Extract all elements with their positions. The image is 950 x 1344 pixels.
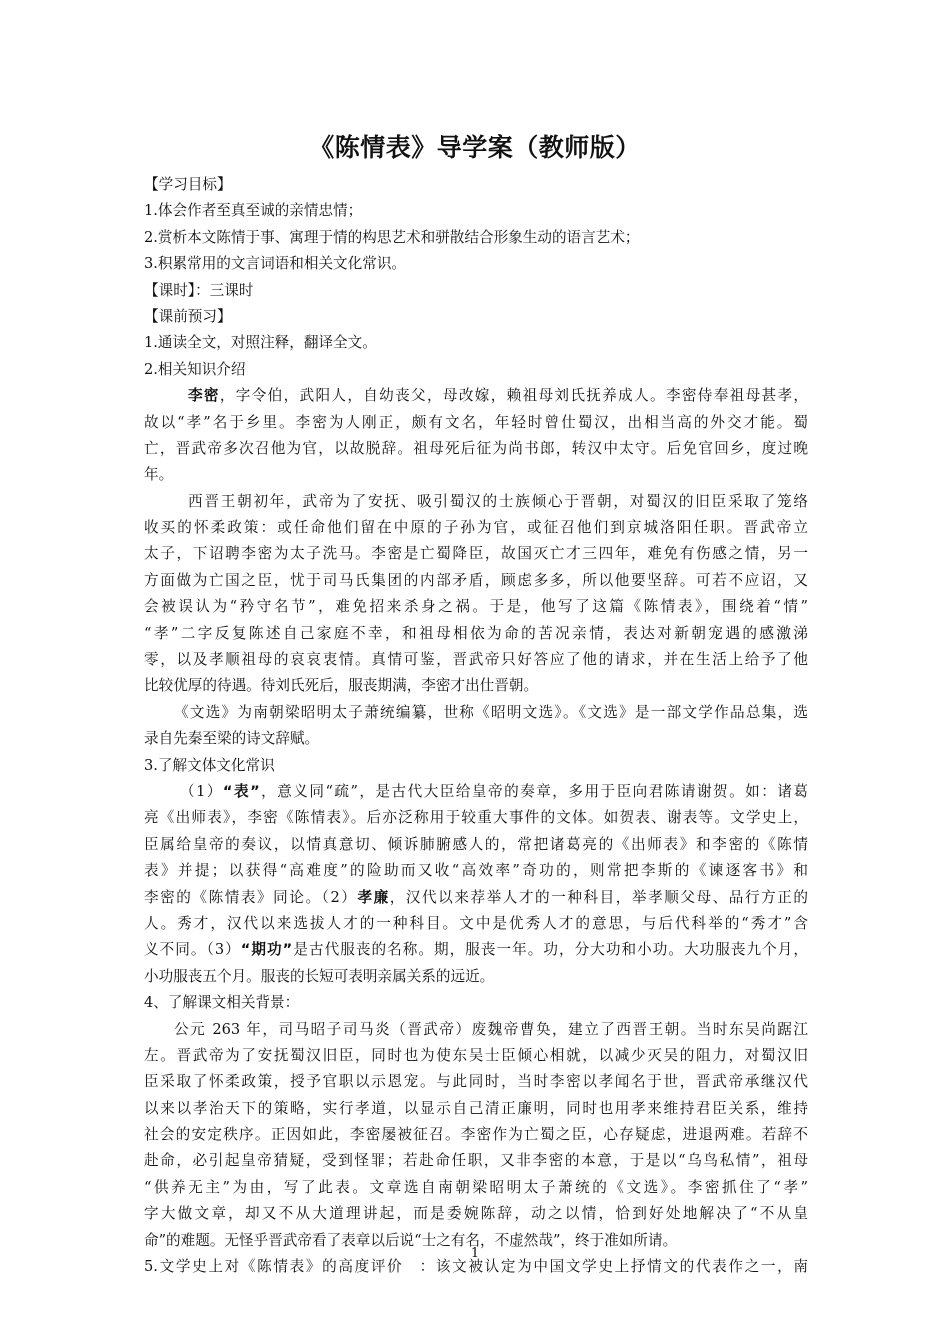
paragraph-line: 李密，字令伯，武阳人，自幼丧父，母改嫁，赖祖母刘氏抚养成人。李密侍奉祖母甚孝，	[188, 387, 808, 405]
paragraph-line: 录自先秦至梁的诗文辞赋。	[144, 730, 320, 748]
paragraph-line: 臣采取了怀柔政策，授予官职以示恩宠。与此同时，当时李密以孝闻名于世，晋武帝承继汉代	[144, 1073, 808, 1091]
preview-item: 1.通读全文，对照注释，翻译全文。	[144, 334, 377, 352]
paragraph-line: 社会的安定秩序。正因如此，李密屡被征召。李密作为亡蜀之臣，心存疑虑，进退两难。若辞不	[144, 1126, 808, 1144]
paragraph-line: 《文选》为南朝梁昭明太子萧统编纂，世称《昭明文选》。《文选》是一部文学作品总集，选	[174, 703, 808, 721]
paragraph-line: 左。晋武帝为了安抚蜀汉旧臣，同时也为使东吴士臣倾心相就，以减少灭吴的阻力，对蜀汉旧	[144, 1046, 808, 1064]
paragraph-line: 亡，晋武帝多次召他为官，以故脱辞。祖母死后征为尚书郎，转汉中太守。后免官回乡，度过晚	[144, 439, 808, 457]
paragraph-line: 以来以孝治天下的策略，实行孝道，以显示自己清正廉明，同时也用孝来维持君臣关系，维持	[144, 1099, 808, 1117]
paragraph-line: 太子，下诏聘李密为太子洗马。李密是亡蜀降臣，故国灭亡才三四年，难免有伤感之情，另一	[144, 545, 808, 563]
preview-item: 5.文学史上对《陈情表》的高度评价 ：该文被认定为中国文学史上抒情文的代表作之一，南	[144, 1258, 808, 1276]
paragraph-line: 年。	[144, 466, 174, 484]
section-heading-preview: 【课前预习】	[144, 307, 232, 325]
paragraph-line: 西晋王朝初年，武帝为了安抚、吸引蜀汉的士族倾心于晋朝，对蜀汉的旧臣采取了笼络	[188, 492, 808, 510]
objective-item: 3.积累常用的文言词语和相关文化常识。	[144, 255, 407, 273]
paragraph-line: 收买的怀柔政策：或任命他们留在中原的子孙为官，或征召他们到京城洛阳任职。晋武帝立	[144, 519, 808, 537]
paragraph-line: 会被误认为“矜守名节”，难免招来杀身之祸。于是，他写了这篇《陈情表》，围绕着“情”	[144, 598, 808, 616]
paragraph-line: 人。秀才，汉代以来选拔人才的一种科目。文中是优秀人才的意思，与后代科举的“秀才”含	[144, 914, 808, 932]
paragraph-line: 赴命，必引起皇帝猜疑，受到怪罪；若赴命任职，又非李密的本意，于是以“乌鸟私情”，祖母	[144, 1152, 808, 1170]
paragraph-line: 命”的难题。无怪乎晋武帝看了表章以后说“士之有名，不虚然哉”，终于准如所请。	[144, 1231, 678, 1249]
paragraph-line: “供养无主”为由，写了此表。文章选自南朝梁昭明太子萧统的《文选》。李密抓住了“孝”	[144, 1178, 808, 1196]
paragraph-line: （1）“表”，意义同“疏”，是古代大臣给皇帝的奏章，多用于臣向君陈请谢贺。如：诸葛	[180, 782, 808, 800]
preview-item: 3.了解文体文化常识	[144, 756, 275, 774]
objective-item: 2.赏析本文陈情于事、寓理于情的构思艺术和骈散结合形象生动的语言艺术；	[144, 228, 640, 246]
paragraph-line: 方面做为亡国之臣，忧于司马氏集团的内部矛盾，顾虑多多，所以他要坚辞。可若不应诏，又	[144, 571, 808, 589]
paragraph-line: 李密的《陈情表》同论。（2）孝廉，汉代以来荐举人才的一种科目，举孝顺父母、品行方正的	[144, 888, 808, 906]
paragraph-line: 小功服丧五个月。服丧的长短可表明亲属关系的远近。	[144, 967, 495, 985]
page-title: 《陈情表》导学案（教师版）	[309, 133, 641, 162]
paragraph-line: 公元 263 年，司马昭子司马炎（晋武帝）废魏帝曹奂，建立了西晋王朝。当时东吴尚踞江	[174, 1020, 808, 1038]
paragraph-line: 故以“孝”名于乡里。李密为人刚正，颇有文名，年轻时曾仕蜀汉，出相当高的外交才能。蜀	[144, 413, 808, 431]
paragraph-line: 义不同。（3）“期功”是古代服丧的名称。期，服丧一年。功，分大功和小功。大功服丧九个月，	[144, 941, 808, 959]
section-heading-hours: 【课时】：三课时	[144, 281, 254, 299]
paragraph-line: 亮《出师表》，李密《陈情表》。后亦泛称用于较重大事件的文体。如贺表、谢表等。文学史上，	[144, 809, 808, 827]
paragraph-line: “孝”二字反复陈述自己家庭不幸，和祖母相依为命的苦况亲情，表达对新朝宠遇的感激涕	[144, 624, 808, 642]
objective-item: 1.体会作者至真至诚的亲情忠情；	[144, 202, 363, 220]
paragraph-line: 零，以及孝顺祖母的哀哀衷情。真情可鉴，晋武帝只好答应了他的请求，并在生活上给予了他	[144, 651, 808, 669]
preview-item: 4、了解课文相关背景：	[144, 994, 300, 1012]
paragraph-line: 臣属给皇帝的奏议，以情真意切、倾诉肺腑感人的，常把诸葛亮的《出师表》和李密的《陈情	[144, 835, 808, 853]
paragraph-line: 比较优厚的待遇。待刘氏死后，服丧期满，李密才出仕晋朝。	[144, 677, 539, 695]
paragraph-line: 表》并提；以获得“高难度”的险助而又收“高效率”奇功的，则常把李斯的《谏逐客书》和	[144, 862, 808, 880]
preview-item: 2.相关知识介绍	[144, 360, 246, 378]
paragraph-line: 字大做文章，却又不从大道理讲起，而是委婉陈辞，动之以情，恰到好处地解决了“不从皇	[144, 1205, 808, 1223]
document-body	[144, 172, 808, 1280]
page-number: 1	[470, 1246, 480, 1261]
section-heading-objectives: 【学习目标】	[144, 176, 232, 193]
